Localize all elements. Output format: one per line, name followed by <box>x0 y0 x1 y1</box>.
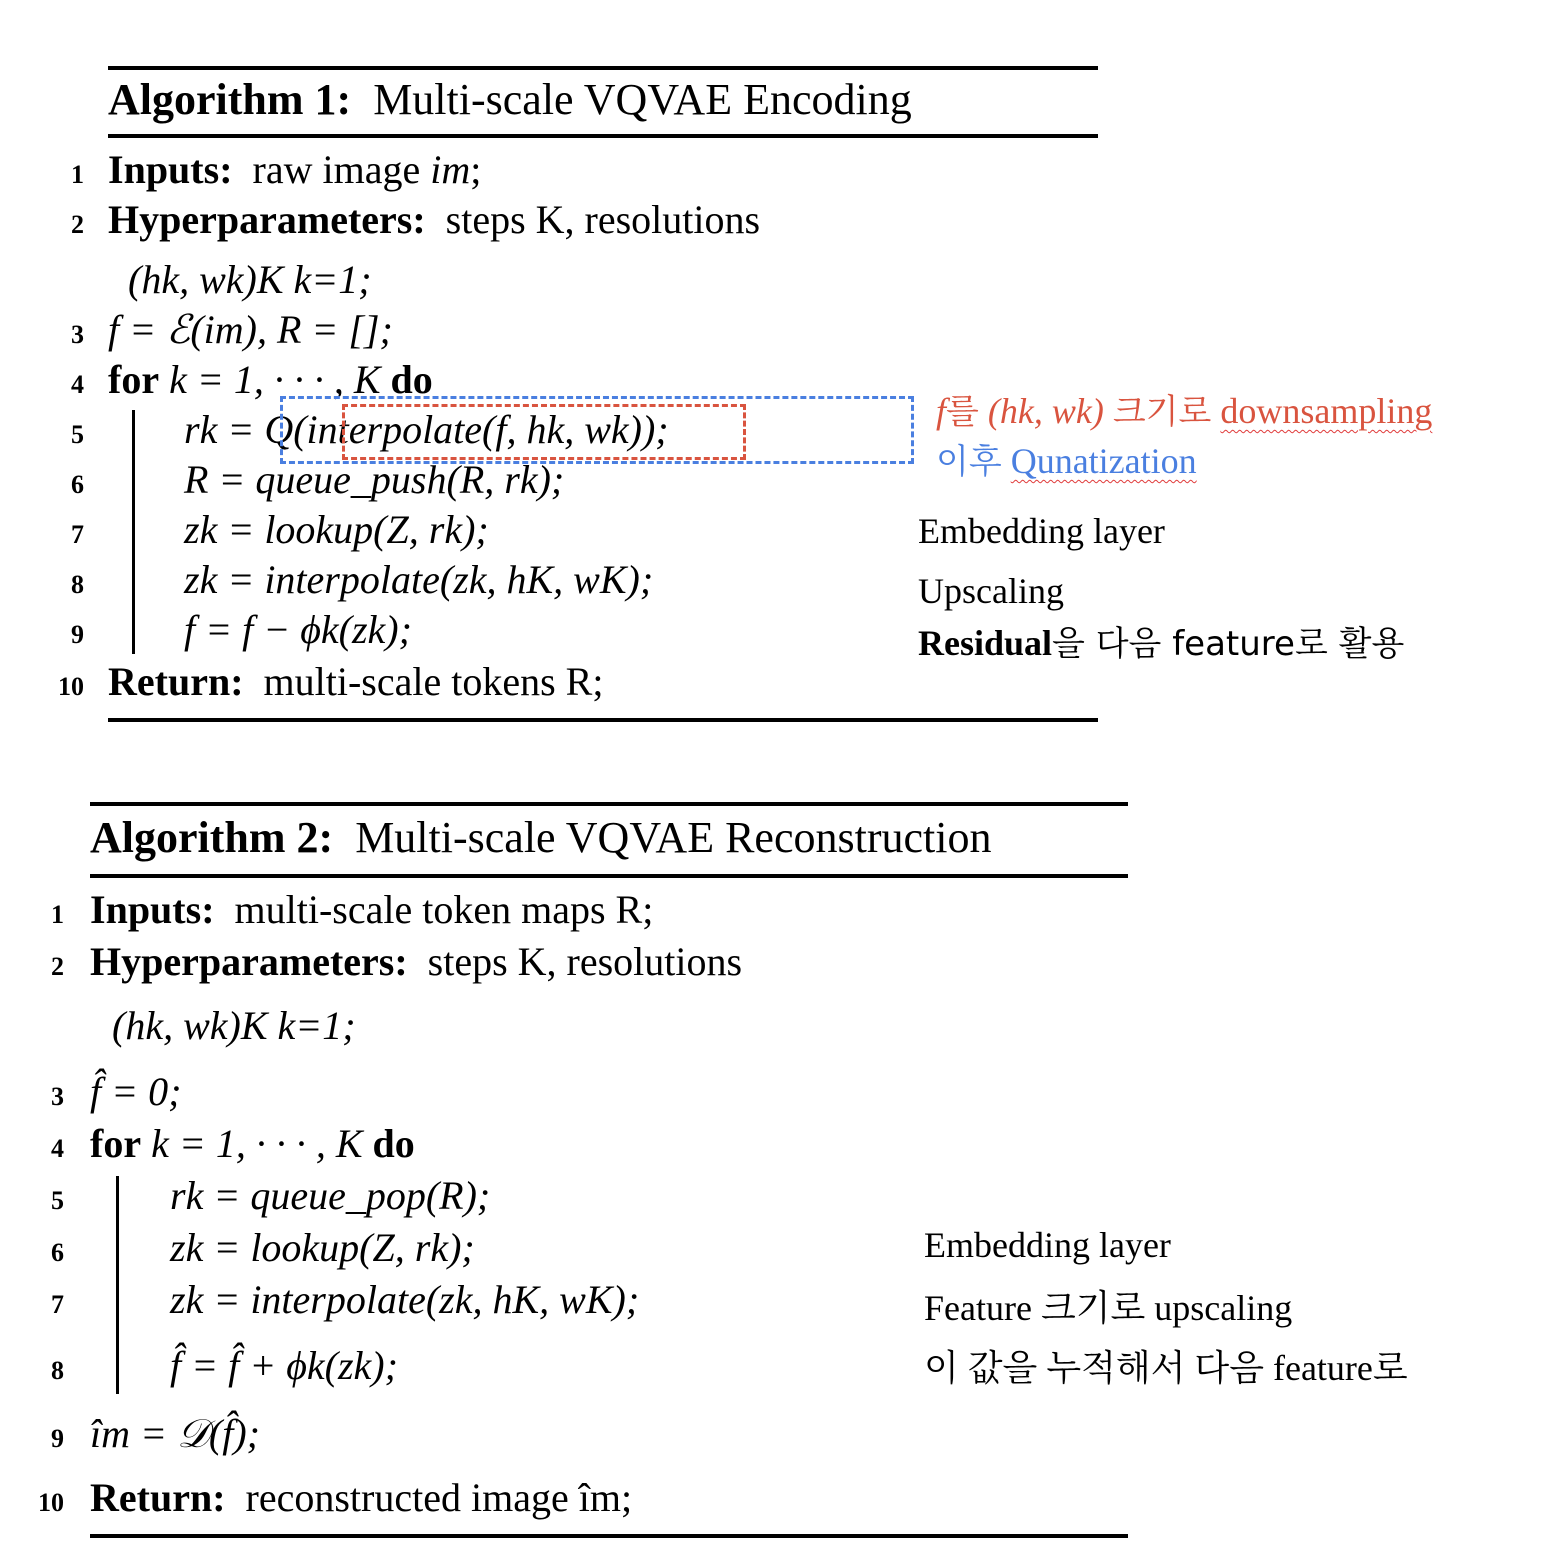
algo1-ln-4: 4 <box>71 370 84 399</box>
algo2-label: Algorithm 2: <box>90 813 334 862</box>
annot1-embedding: Embedding layer <box>918 511 1165 551</box>
algo2-line-1: Inputs: multi-scale token maps R; <box>90 887 654 932</box>
algo1-line-3: f = ℰ(im), R = []; <box>108 307 393 352</box>
algo2-line-8: f̂ = f̂ + ϕk(zk); <box>170 1343 398 1388</box>
algo1-loop-bar <box>132 410 135 654</box>
algo2-ln-1: 1 <box>51 900 64 929</box>
algo1-line-10: Return: multi-scale tokens R; <box>108 659 604 704</box>
algo2-ln-3: 3 <box>51 1082 64 1111</box>
algo2-line-10: Return: reconstructed image îm; <box>90 1475 633 1520</box>
algo2-ln-10: 10 <box>38 1488 64 1517</box>
algo1-ln-9: 9 <box>71 620 84 649</box>
algo2-ln-5: 5 <box>51 1186 64 1215</box>
algo2-mid-rule <box>90 874 1128 878</box>
algo2-line-3: f̂ = 0; <box>90 1069 182 1114</box>
algo1-line-1: Inputs: raw image im; <box>108 147 482 192</box>
algo1-title-text: Multi-scale VQVAE Encoding <box>373 75 912 124</box>
algo2-line-2: Hyperparameters: steps K, resolutions <box>90 939 743 984</box>
algo1-line-2-cont: (hk, wk)K k=1; <box>128 257 372 302</box>
algo1-ln-2: 2 <box>71 210 84 239</box>
algo1-top-rule <box>108 66 1098 70</box>
algo1-line-9: f = f − ϕk(zk); <box>184 607 412 652</box>
algo2-title <box>90 813 992 862</box>
algo2-loop-bar <box>116 1176 119 1394</box>
algo2-ln-9: 9 <box>51 1424 64 1453</box>
algo2-ln-4: 4 <box>51 1134 64 1163</box>
algo1-ln-1: 1 <box>71 160 84 189</box>
algo2-title-text: Multi-scale VQVAE Reconstruction <box>355 813 992 862</box>
algo1-line-7: zk = lookup(Z, rk); <box>184 507 489 552</box>
annot1-upscaling: Upscaling <box>918 571 1064 611</box>
algo2-ln-7: 7 <box>51 1290 64 1319</box>
algo1-line-5: rk = Q(interpolate(f, hk, wk)); <box>184 407 669 452</box>
algo2-bottom-rule <box>90 1534 1128 1538</box>
algo1-ln-10: 10 <box>58 672 84 701</box>
algo1-line-2: Hyperparameters: steps K, resolutions <box>108 197 761 242</box>
annot-downsampling: f를 (hk, wk) 크기로 downsampling <box>936 391 1433 432</box>
algo1-line-8: zk = interpolate(zk, hK, wK); <box>184 557 654 602</box>
algo2-top-rule <box>90 802 1128 806</box>
algo1-ln-7: 7 <box>71 520 84 549</box>
algo2-line-6: zk = lookup(Z, rk); <box>170 1225 475 1270</box>
algo1-ln-6: 6 <box>71 470 84 499</box>
algo2-ln-8: 8 <box>51 1356 64 1385</box>
algo2-line-5: rk = queue_pop(R); <box>170 1173 491 1218</box>
algo2-line-7: zk = interpolate(zk, hK, wK); <box>170 1277 640 1322</box>
annot2-feature-upscaling: Feature 크기로 upscaling <box>924 1288 1293 1328</box>
algo1-mid-rule <box>108 134 1098 138</box>
algo1-line-6: R = queue_push(R, rk); <box>184 457 565 502</box>
algo2-ln-6: 6 <box>51 1238 64 1267</box>
algo1-label: Algorithm 1: <box>108 75 352 124</box>
algo1-ln-8: 8 <box>71 570 84 599</box>
annot1-residual: Residual을 다음 feature로 활용 <box>918 623 1405 664</box>
algo1-ln-3: 3 <box>71 320 84 349</box>
algo1-ln-5: 5 <box>71 420 84 449</box>
algo1-bottom-rule <box>108 718 1098 722</box>
algo2-line-9: îm = 𝒟(f̂); <box>90 1411 260 1456</box>
annot-quantization: 이후 Qunatization <box>936 441 1197 482</box>
algo2-line-2-cont: (hk, wk)K k=1; <box>112 1003 356 1048</box>
algo2-ln-2: 2 <box>51 952 64 981</box>
annot2-embedding: Embedding layer <box>924 1225 1171 1265</box>
interpolate-highlight-box <box>342 404 746 460</box>
algo1-line-4: for k = 1, · · · , K do <box>108 357 433 402</box>
annot2-accumulate: 이 값을 누적해서 다음 feature로 <box>924 1348 1408 1388</box>
algo1-title <box>108 75 912 124</box>
algo2-line-4: for k = 1, · · · , K do <box>90 1121 415 1166</box>
